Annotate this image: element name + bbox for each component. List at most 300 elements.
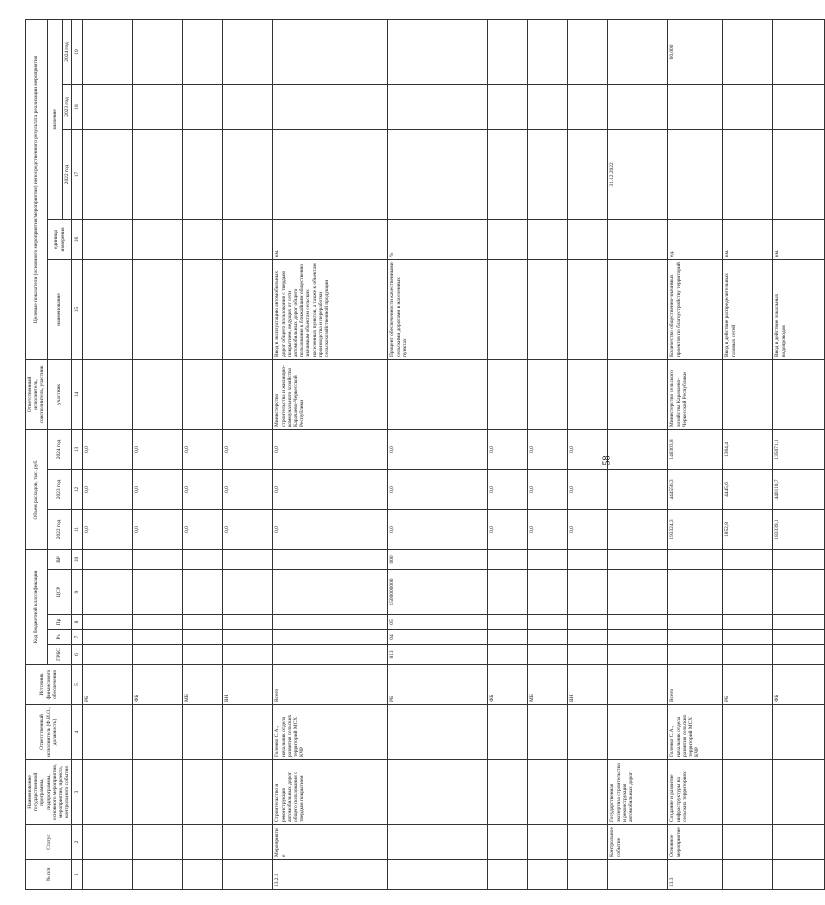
expense-2024-cell (608, 429, 668, 469)
unit-cell: % (388, 219, 488, 259)
row-number (723, 860, 773, 890)
expense-2024-cell: 0,0 (273, 429, 388, 469)
expense-2024-cell: 0,0 (183, 429, 223, 469)
value-2023-cell (133, 84, 183, 129)
expense-2023-cell: 0,0 (83, 469, 133, 509)
pr-cell (608, 615, 668, 630)
table-row (388, 19, 488, 889)
vr-cell: 000 (388, 549, 488, 569)
name-cell (528, 760, 568, 825)
unit-cell: км. (273, 219, 388, 259)
expense-2024-cell: 0,0 (388, 429, 488, 469)
value-2022-cell (568, 129, 608, 219)
rz-cell (773, 630, 825, 645)
indicator-name-cell: Ввод в эксплуатацию автомобильных дорог общего пользования с твердым покрытием, ведущих от сети автомобильных дорог общего пользования к ближайшим общественно значимым объектам сельских населенных пунктов, а также к объектам производства и переработки сельскохозяйственной продукции (273, 259, 388, 359)
grbs-cell (183, 645, 223, 665)
header-exp-2022: 2022 год (47, 509, 72, 549)
vr-cell (83, 549, 133, 569)
expense-2023-cell: 0,0 (488, 469, 528, 509)
header-budget-code: Код бюджетной классификации (26, 549, 48, 664)
rz-cell (723, 630, 773, 645)
col-number: 6 (72, 645, 83, 665)
value-2024-cell (528, 19, 568, 84)
pr-cell (668, 615, 723, 630)
expense-2022-cell: 0,0 (223, 509, 273, 549)
value-2024-cell (723, 19, 773, 84)
status-cell (568, 825, 608, 860)
csr-cell (723, 570, 773, 615)
expense-2023-cell: 0,0 (273, 469, 388, 509)
name-cell (488, 760, 528, 825)
participant-cell (528, 359, 568, 429)
unit-cell: км. (723, 219, 773, 259)
value-2022-cell: 31.12.2022 (608, 129, 668, 219)
row-number (388, 860, 488, 890)
grbs-cell (133, 645, 183, 665)
grbs-cell (608, 645, 668, 665)
grbs-cell (273, 645, 388, 665)
expense-2023-cell: 0,0 (133, 469, 183, 509)
csr-cell (83, 570, 133, 615)
indicator-name-cell (133, 259, 183, 359)
name-cell (568, 760, 608, 825)
status-cell (83, 825, 133, 860)
col-number: 18 (72, 84, 83, 129)
status-cell (388, 825, 488, 860)
table-row (568, 19, 608, 889)
name-cell: Государственная экспертиза строительства и реконструкция автомобильных дорог (608, 760, 668, 825)
status-cell (723, 825, 773, 860)
value-2022-cell (223, 129, 273, 219)
expense-2024-cell: 1364,4 (723, 429, 773, 469)
table-row (183, 19, 223, 889)
status-cell (528, 825, 568, 860)
value-2022-cell (83, 129, 133, 219)
expense-2023-cell: 0,0 (528, 469, 568, 509)
source-cell: Всего (668, 665, 723, 705)
participant-cell: Министерство строительства и жилищно-коммунального хозяйства Карачаево-Черкесской Республики (273, 359, 388, 429)
header-value: значение (47, 19, 63, 219)
indicator-name-cell (83, 259, 133, 359)
responsible-cell (488, 705, 528, 760)
responsible-cell (388, 705, 488, 760)
csr-cell (528, 570, 568, 615)
expense-2023-cell: 0,0 (223, 469, 273, 509)
source-cell: ФБ (773, 665, 825, 705)
expense-2022-cell: 0,0 (568, 509, 608, 549)
name-cell (133, 760, 183, 825)
unit-cell (183, 219, 223, 259)
expense-2022-cell: 0,0 (488, 509, 528, 549)
source-cell: ВН (223, 665, 273, 705)
pr-cell (528, 615, 568, 630)
value-2022-cell (773, 129, 825, 219)
row-number: 13.2.1 (273, 860, 388, 890)
status-cell (773, 825, 825, 860)
page-number: 58 (601, 455, 613, 466)
vr-cell (223, 549, 273, 569)
source-cell: РБ (83, 665, 133, 705)
status-cell (133, 825, 183, 860)
value-2023-cell (773, 84, 825, 129)
expense-2024-cell: 0,0 (133, 429, 183, 469)
value-2022-cell (668, 129, 723, 219)
status-cell (223, 825, 273, 860)
pr-cell (773, 615, 825, 630)
table-row (133, 19, 183, 889)
header-exp-2023: 2023 год (47, 469, 72, 509)
header-val-2022: 2022 год (63, 129, 72, 219)
csr-cell (183, 570, 223, 615)
responsible-cell (773, 705, 825, 760)
expense-2024-cell: 0,0 (223, 429, 273, 469)
value-2024-cell (183, 19, 223, 84)
indicator-name-cell: Ввод в действие распределительных газовых сетей (723, 259, 773, 359)
value-2023-cell (183, 84, 223, 129)
responsible-cell: Голенко С.А., начальник отдела развития сельских территорий МСХ КЧР (668, 705, 723, 760)
expense-2024-cell: 0,0 (528, 429, 568, 469)
source-cell (608, 665, 668, 705)
table-row (273, 19, 388, 889)
pr-cell (273, 615, 388, 630)
participant-cell (568, 359, 608, 429)
col-number: 17 (72, 129, 83, 219)
header-exp-2024: 2024 год (47, 429, 72, 469)
expense-2023-cell: 4445,6 (723, 469, 773, 509)
vr-cell (668, 549, 723, 569)
expense-2022-cell: 0,0 (388, 509, 488, 549)
expense-2024-cell: 0,0 (568, 429, 608, 469)
expense-2024-cell: 0,0 (83, 429, 133, 469)
unit-cell: км. (773, 219, 825, 259)
value-2023-cell (273, 84, 388, 129)
header-unit: единица измерения (47, 219, 72, 259)
responsible-cell (223, 705, 273, 760)
rz-cell (273, 630, 388, 645)
indicator-name-cell: Процент обеспеченности качественными сельскими дорогами в населенных пунктах (388, 259, 488, 359)
pr-cell (488, 615, 528, 630)
unit-cell (133, 219, 183, 259)
source-cell: МБ (528, 665, 568, 705)
header-ind-name: наименование (47, 259, 72, 359)
expense-2022-cell: 0,0 (133, 509, 183, 549)
status-cell (488, 825, 528, 860)
name-cell (223, 760, 273, 825)
value-2024-cell (568, 19, 608, 84)
rotated-table-container (25, 20, 787, 890)
rz-cell (133, 630, 183, 645)
pr-cell: 05 (388, 615, 488, 630)
expense-2022-cell: 193324,3 (668, 509, 723, 549)
row-number (773, 860, 825, 890)
indicator-name-cell (568, 259, 608, 359)
vr-cell (133, 549, 183, 569)
col-number: 1 (72, 860, 83, 890)
expense-2023-cell (608, 469, 668, 509)
grbs-cell (723, 645, 773, 665)
col-number: 12 (72, 469, 83, 509)
source-cell: РБ (723, 665, 773, 705)
status-cell (183, 825, 223, 860)
value-2022-cell (723, 129, 773, 219)
expense-2022-cell: 0,0 (273, 509, 388, 549)
table-row (83, 19, 133, 889)
value-2022-cell (388, 129, 488, 219)
row-number (183, 860, 223, 890)
grbs-cell (568, 645, 608, 665)
table-row (668, 19, 723, 889)
rz-cell (223, 630, 273, 645)
rz-cell (83, 630, 133, 645)
unit-cell (528, 219, 568, 259)
table-row (723, 19, 773, 889)
participant-cell (183, 359, 223, 429)
value-2023-cell (668, 84, 723, 129)
source-cell: МБ (183, 665, 223, 705)
header-name: Наименование государственной программы, подпрограммы, основного мероприятия, мероприятия, проекта, контрольного события (26, 760, 72, 825)
header-indicators: Целевые показатели (основного мероприятия/мероприятия) непосредственного результата реализации мероприятия (26, 19, 48, 359)
value-2023-cell (723, 84, 773, 129)
csr-cell (133, 570, 183, 615)
indicator-name-cell (488, 259, 528, 359)
indicator-name-cell (608, 259, 668, 359)
table-row (773, 19, 825, 889)
row-number (133, 860, 183, 890)
header-rz: Рз (47, 630, 72, 645)
header-participant-group: Ответственный исполнитель, соисполнитель, участник (26, 359, 48, 429)
col-number: 11 (72, 509, 83, 549)
name-cell (388, 760, 488, 825)
pr-cell (223, 615, 273, 630)
rz-cell (568, 630, 608, 645)
source-cell: Всего (273, 665, 388, 705)
value-2022-cell (183, 129, 223, 219)
grbs-cell (528, 645, 568, 665)
rz-cell (668, 630, 723, 645)
column-number-row (72, 19, 83, 889)
expense-2022-cell: 0,0 (83, 509, 133, 549)
row-number: 13.3 (668, 860, 723, 890)
value-2023-cell (488, 84, 528, 129)
indicator-name-cell (183, 259, 223, 359)
responsible-cell (183, 705, 223, 760)
vr-cell (723, 549, 773, 569)
header-status: Статус (26, 825, 72, 860)
header-vr: ВР (47, 549, 72, 569)
participant-cell (488, 359, 528, 429)
col-number: 19 (72, 19, 83, 84)
table-row (528, 19, 568, 889)
unit-cell (488, 219, 528, 259)
value-2022-cell (273, 129, 388, 219)
col-number: 8 (72, 615, 83, 630)
col-number: 14 (72, 359, 83, 429)
responsible-cell (133, 705, 183, 760)
indicator-name-cell (223, 259, 273, 359)
row-number (608, 860, 668, 890)
table-row (488, 19, 528, 889)
expense-2022-cell (608, 509, 668, 549)
rz-cell (488, 630, 528, 645)
responsible-cell: Голенко С.А., начальник отдела развития сельских территорий МСХ КЧР (273, 705, 388, 760)
pr-cell (723, 615, 773, 630)
col-number: 7 (72, 630, 83, 645)
status-cell: Мероприятие (273, 825, 388, 860)
value-2022-cell (488, 129, 528, 219)
value-2024-cell (133, 19, 183, 84)
col-number: 15 (72, 259, 83, 359)
status-cell: Контрольное событие (608, 825, 668, 860)
vr-cell (488, 549, 528, 569)
participant-cell (223, 359, 273, 429)
csr-cell (568, 570, 608, 615)
source-cell: ФБ (133, 665, 183, 705)
value-2023-cell (568, 84, 608, 129)
grbs-cell: 813 (388, 645, 488, 665)
csr-cell (273, 570, 388, 615)
expense-2023-cell: 0,0 (388, 469, 488, 509)
name-cell (183, 760, 223, 825)
col-number: 2 (72, 825, 83, 860)
expense-2023-cell: 0,0 (568, 469, 608, 509)
indicator-name-cell (528, 259, 568, 359)
col-number: 9 (72, 570, 83, 615)
col-number: 5 (72, 665, 83, 705)
grbs-cell (773, 645, 825, 665)
expense-2023-cell: 0,0 (183, 469, 223, 509)
value-2023-cell (608, 84, 668, 129)
participant-cell: Министерство сельского хозяйства Карачаево-Черкесской Республики (668, 359, 723, 429)
col-number: 16 (72, 219, 83, 259)
unit-cell (568, 219, 608, 259)
vr-cell (568, 549, 608, 569)
indicator-name-cell: Количество общественно-значимых проектов по благоустройству территорий (668, 259, 723, 359)
vr-cell (528, 549, 568, 569)
participant-cell (723, 359, 773, 429)
participant-cell (83, 359, 133, 429)
value-2022-cell (528, 129, 568, 219)
responsible-cell (723, 705, 773, 760)
header-responsible: Ответственный исполнитель (Ф.И.О., должность) (26, 705, 72, 760)
row-number (568, 860, 608, 890)
name-cell (83, 760, 133, 825)
program-table (25, 19, 825, 890)
vr-cell (183, 549, 223, 569)
participant-cell (133, 359, 183, 429)
status-cell: Основное мероприятие (668, 825, 723, 860)
csr-cell (488, 570, 528, 615)
value-2023-cell (528, 84, 568, 129)
pr-cell (133, 615, 183, 630)
grbs-cell (488, 645, 528, 665)
name-cell: Строительство и реконструкция автомобильных дорог общего пользования с твердым покрытием (273, 760, 388, 825)
unit-cell (83, 219, 133, 259)
csr-cell (223, 570, 273, 615)
expense-2024-cell: 140303,8 (668, 429, 723, 469)
value-2024-cell: 60,000 (668, 19, 723, 84)
value-2023-cell (388, 84, 488, 129)
csr-cell: 1500000000 (388, 570, 488, 615)
expense-2022-cell: 183339,1 (773, 509, 825, 549)
header-expenses: Объем расходов, тыс. руб. (26, 429, 48, 549)
pr-cell (83, 615, 133, 630)
unit-cell: ед. (668, 219, 723, 259)
value-2024-cell (773, 19, 825, 84)
row-number (83, 860, 133, 890)
rz-cell (183, 630, 223, 645)
pr-cell (183, 615, 223, 630)
header-source: Источник финансового обеспечения (26, 665, 72, 705)
grbs-cell (83, 645, 133, 665)
source-cell: ВН (568, 665, 608, 705)
expense-2022-cell: 0,0 (528, 509, 568, 549)
indicator-name-cell: Ввод в действие локальных водопроводов (773, 259, 825, 359)
col-number: 4 (72, 705, 83, 760)
col-number: 13 (72, 429, 83, 469)
responsible-cell (83, 705, 133, 760)
value-2022-cell (133, 129, 183, 219)
value-2024-cell (608, 19, 668, 84)
source-cell: РБ (388, 665, 488, 705)
participant-cell (388, 359, 488, 429)
header-participant: участник (47, 359, 72, 429)
row-number (528, 860, 568, 890)
row-number (223, 860, 273, 890)
value-2024-cell (388, 19, 488, 84)
expense-2023-cell: 444556,3 (668, 469, 723, 509)
vr-cell (608, 549, 668, 569)
expense-2022-cell: 1852,8 (723, 509, 773, 549)
responsible-cell (608, 705, 668, 760)
header-pr: Пр (47, 615, 72, 630)
expense-2024-cell: 0,0 (488, 429, 528, 469)
csr-cell (668, 570, 723, 615)
unit-cell (608, 219, 668, 259)
row-number (488, 860, 528, 890)
responsible-cell (568, 705, 608, 760)
pr-cell (568, 615, 608, 630)
responsible-cell (528, 705, 568, 760)
value-2024-cell (223, 19, 273, 84)
header-csr: ЦСР (47, 570, 72, 615)
participant-cell (608, 359, 668, 429)
rz-cell (608, 630, 668, 645)
csr-cell (608, 570, 668, 615)
value-2024-cell (488, 19, 528, 84)
grbs-cell (223, 645, 273, 665)
expense-2023-cell: 440110,7 (773, 469, 825, 509)
expense-2024-cell: 135071,1 (773, 429, 825, 469)
participant-cell (773, 359, 825, 429)
vr-cell (773, 549, 825, 569)
table-row (608, 19, 668, 889)
value-2024-cell (83, 19, 133, 84)
name-cell (723, 760, 773, 825)
source-cell: ФБ (488, 665, 528, 705)
value-2024-cell (273, 19, 388, 84)
rz-cell (528, 630, 568, 645)
grbs-cell (668, 645, 723, 665)
unit-cell (223, 219, 273, 259)
value-2023-cell (223, 84, 273, 129)
header-grbs: ГРБС (47, 645, 72, 665)
value-2023-cell (83, 84, 133, 129)
name-cell (773, 760, 825, 825)
header-num: № п/п (26, 860, 72, 890)
vr-cell (273, 549, 388, 569)
header-val-2024: 2024 год (63, 19, 72, 84)
name-cell: Создание и развитие инфраструктуры на сельских территориях (668, 760, 723, 825)
